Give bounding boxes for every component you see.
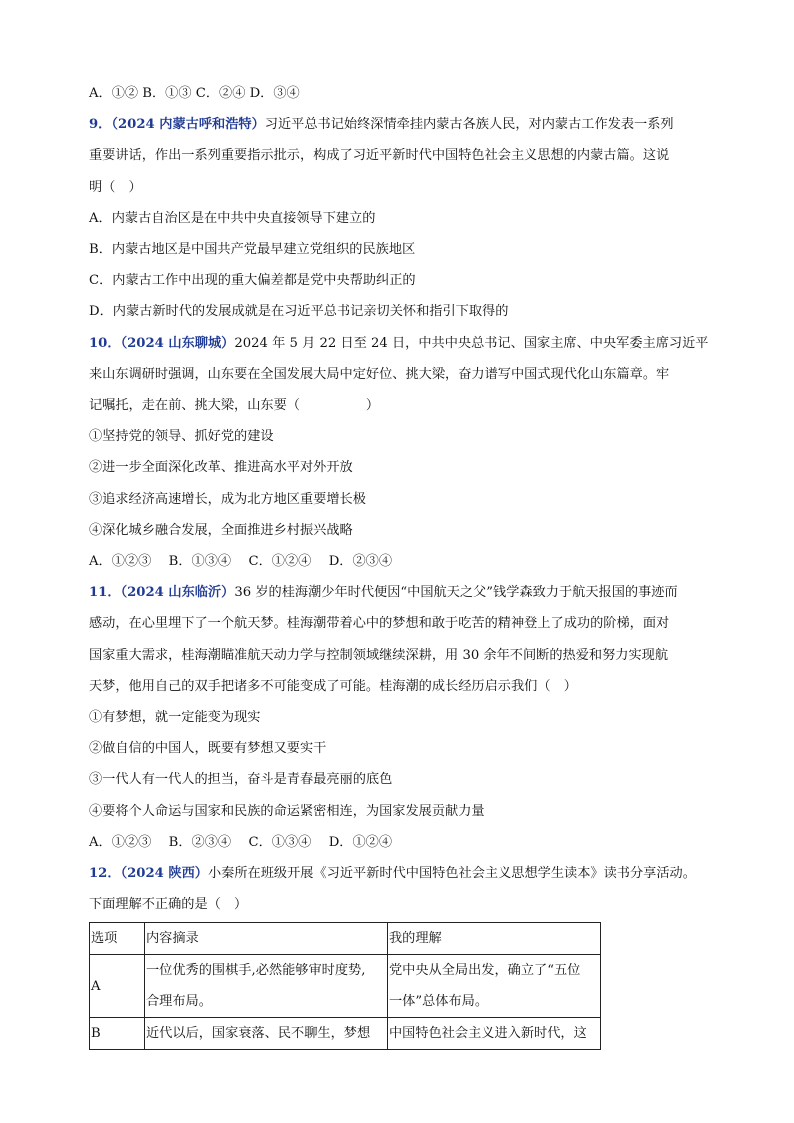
- excerpt-line: 近代以后，国家衰落、民不聊生，梦想: [146, 1026, 371, 1042]
- stem-text: 感动，在心里埋下了一个航天梦。桂海潮带着心中的梦想和敢于吃苦的精神登上了成功的阶梯，面对: [89, 616, 670, 632]
- table-row: [90, 955, 601, 1018]
- statement-4: ④要将个人命运与国家和民族的命运紧密相连，为国家发展贡献力量: [89, 803, 485, 819]
- question-source: （2024 陕西）: [120, 866, 208, 882]
- question-12-stem: [89, 858, 696, 889]
- exam-page: [89, 78, 709, 1050]
- row-excerpt: [145, 1018, 388, 1050]
- option-a: A．内蒙古自治区是在中共中央直接领导下建立的: [89, 210, 376, 226]
- header-understanding: 我的理解: [388, 923, 601, 955]
- stem-text: 2024 年 5 月 22 日至 24 日，中共中央总书记、国家主席、中央军委主席习近平: [234, 335, 709, 351]
- question-12: [89, 858, 696, 1050]
- stem-text: 国家重大需求，桂海潮瞄准航天动力学与控制领域继续深耕，用 30 余年不间断的热爱和努力实现航: [89, 647, 669, 663]
- answer-options: A．①②③ B．②③④ C．①③④ D．①②④: [89, 834, 393, 850]
- question-11: [89, 577, 678, 858]
- answer-options: A．①②③ B．①③④ C．①②④ D．②③④: [89, 554, 393, 570]
- question-source: （2024 山东聊城）: [120, 335, 235, 351]
- stem-text: 习近平总书记始终深情牵挂内蒙古各族人民，对内蒙古工作发表一系列: [264, 117, 674, 133]
- header-option: 选项: [90, 923, 145, 955]
- header-excerpt: 内容摘录: [145, 923, 388, 955]
- row-excerpt: [145, 955, 388, 1018]
- statement-2: ②进一步全面深化改革、推进高水平对外开放: [89, 460, 353, 476]
- option-d: D．内蒙古新时代的发展成就是在习近平总书记亲切关怀和指引下取得的: [89, 304, 509, 320]
- row-understanding: [388, 1018, 601, 1050]
- excerpt-line: 一位优秀的围棋手,必然能够审时度势,: [146, 963, 366, 979]
- option-b: B．内蒙古地区是中国共产党最早建立党组织的民族地区: [89, 242, 416, 258]
- stem-text: 下面理解不正确的是（ ）: [89, 897, 248, 913]
- excerpt-line: 合理布局。: [146, 994, 212, 1010]
- option-c: C．内蒙古工作中出现的重大偏差都是党中央帮助纠正的: [89, 273, 416, 289]
- statement-3: ③一代人有一代人的担当，奋斗是青春最亮丽的底色: [89, 772, 393, 788]
- statement-2: ②做自信的中国人，既要有梦想又要实干: [89, 741, 327, 757]
- statement-1: ①有梦想，就一定能变为现实: [89, 710, 261, 726]
- stem-text: 重要讲话，作出一系列重要指示批示，构成了习近平新时代中国特色社会主义思想的内蒙古篇。这说: [89, 148, 670, 164]
- question-number: 12．: [89, 866, 121, 882]
- row-understanding: [388, 955, 601, 1018]
- row-option: B: [90, 1018, 145, 1050]
- stem-text: 36 岁的桂海潮少年时代便因“中国航天之父”钱学森致力于航天报国的事迹而: [234, 585, 678, 601]
- table-row: [90, 1018, 601, 1050]
- question-11-stem: [89, 577, 678, 608]
- understanding-line: 一体”总体布局。: [389, 994, 489, 1010]
- question-source: （2024 内蒙古呼和浩特）: [111, 117, 265, 133]
- question-10: [89, 328, 709, 578]
- question-9-stem: [89, 109, 674, 140]
- question-number: 10．: [89, 335, 121, 351]
- question-10-stem: [89, 328, 709, 359]
- understanding-line: 党中央从全局出发，确立了“五位: [389, 963, 581, 979]
- stem-text: 天梦，他用自己的双手把诸多不可能变成了可能。桂海潮的成长经历启示我们（ ）: [89, 678, 577, 694]
- statement-1: ①坚持党的领导、抓好党的建设: [89, 429, 274, 445]
- row-option: A: [90, 955, 145, 1018]
- stem-text: 来山东调研时强调，山东要在全国发展大局中定好位、挑大梁，奋力谱写中国式现代化山东篇章。牢: [89, 366, 670, 382]
- question-number: 9．: [89, 117, 112, 133]
- stem-text: 记嘱托，走在前、挑大梁，山东要（ ）: [89, 398, 380, 414]
- reading-table: [89, 922, 601, 1050]
- understanding-line: 中国特色社会主义进入新时代，这: [389, 1026, 587, 1042]
- statement-4: ④深化城乡融合发展，全面推进乡村振兴战略: [89, 522, 353, 538]
- table-header-row: [90, 923, 601, 955]
- question-number: 11．: [89, 585, 121, 601]
- previous-question-options: A．①② B．①③ C．②④ D．③④: [89, 86, 300, 101]
- question-9: [89, 109, 674, 327]
- stem-text: 明（ ）: [89, 179, 142, 195]
- statement-3: ③追求经济高速增长，成为北方地区重要增长极: [89, 491, 366, 507]
- question-source: （2024 山东临沂）: [120, 585, 235, 601]
- stem-text: 小秦所在班级开展《习近平新时代中国特色社会主义思想学生读本》读书分享活动。: [208, 866, 696, 882]
